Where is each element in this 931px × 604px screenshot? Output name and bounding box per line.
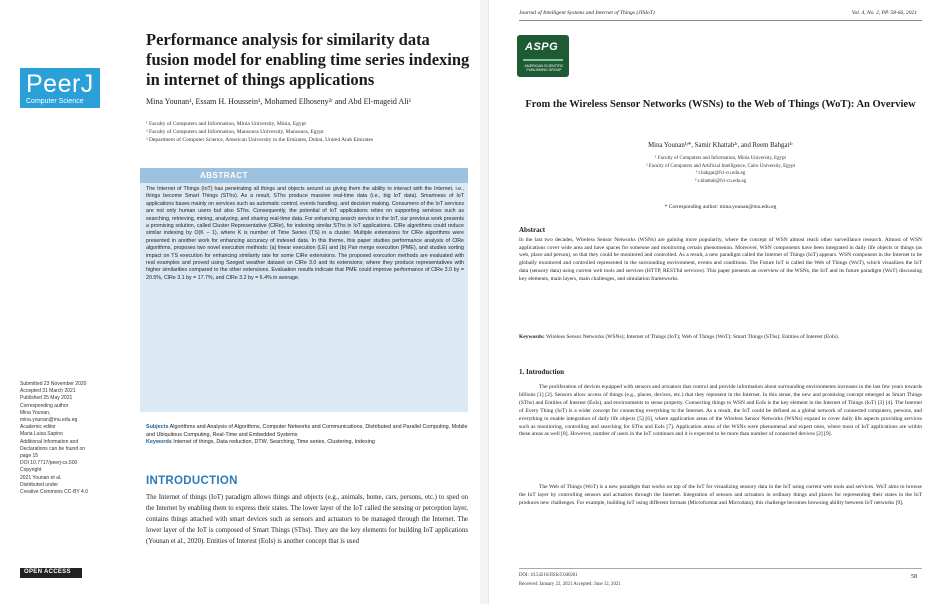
paper-title: Performance analysis for similarity data fusion model for enabling time series indexing in internet of things applications bbox=[146, 30, 470, 89]
subjects-block bbox=[146, 424, 468, 447]
meta-email-link[interactable]: mina.younan@mu.edu.eg bbox=[20, 417, 78, 424]
affiliation-email-link[interactable]: ³ s.khattab@fci-cu.edu.eg bbox=[694, 178, 747, 184]
meta-license-link[interactable]: Creative Commons CC-BY 4.0 bbox=[20, 489, 88, 496]
keywords-label: Keywords bbox=[146, 439, 172, 446]
body-paragraph: The proliferation of devices equipped with sensors and actuators that control and provide information about surrounding environments increases in the last few years towards billions [1] [2]. Sensors allow access of things (e.g., places, devices, etc.) that they represent in the Internet. In this sense, the new and promising concept emerged as Smart Things (SThs) and Entities of Interest (EoIs), and environments to sense property. Connecting things to WSN and EoIs is the key element in the Internet of Things (IoT) [3] [4]. The Internet of Every Thing (IoT) is a wider concept for connecting everything to the Internet. As a result, the IoT could be defined as a global network of connected computers, persons, and everything to enable integration of daily life objects [5] [6], where application areas of the Wireless Sensor Networks (WSNs) expand to cover daily life aspects providing services such as monitoring, controlling and searching for SThs and EoIs [7]. Application areas of the WSNs were phenomenal and expert ones, where most of IoT applications are within these areas as well [8]. However, number of users in the IoT continues and it is expected to be more than number of connected devices [2] [9]. bbox=[519, 384, 922, 438]
paper-title: From the Wireless Sensor Networks (WSNs) to the Web of Things (WoT): An Overview bbox=[525, 99, 916, 110]
introduction-text: The Internet of things (IoT) paradigm allows things and objects (e.g., animals, home, cars, persons, etc.) to sped on the Internet by enabling them to express their states. The lower layer of the IoT called the sensing or perception layer, contains things attached with smart devices such as sensors and actuators to be managed through the Internet. The lower layer of the IoT is composed of Smart Things (SThs). They are the key elements for building IoT applications (Younan et al., 2020). Entities of Interest (EoIs) is another concept that is used bbox=[146, 494, 468, 545]
article-metadata bbox=[20, 381, 138, 496]
page-gutter bbox=[480, 0, 488, 604]
abstract-heading: ABSTRACT bbox=[140, 168, 468, 183]
abstract-box bbox=[140, 168, 468, 412]
meta-line: Distributed under bbox=[20, 481, 59, 488]
peerj-logo bbox=[20, 68, 100, 108]
meta-doi-link[interactable]: DOI 10.7717/peerj-cs.500 bbox=[20, 460, 78, 467]
journal-name: Journal of Intelligent Systems and Internet of Things (JISIoT) bbox=[519, 10, 655, 16]
abstract-text: In the last two decades, Wireless Sensor Networks (WSNs) are gaining more popularity, where the concept of WSN almost reach other surveillance research. Almost of WSN applications cover wide area and have spaces for someone and monitoring certain phenomenon. Moreover, WSN components have been integrated in daily life objects or things (as web, place and person), so that they could be monitored and controlled. As a result, a new paradigm called the Internet of Things (IoT) appears. WSN component in the Internet to be globally monitored and controlled represented in the surrounding environment, events and conditions. The Future IoT is called the Web of Things (WoT), which visualizes the IoT data (sensory data) using current web tools and services (HTTP, RESTful services). This paper presents an overview of the WSNs, the IoT and its future paradigm (WoT) discussing key elements, main layers, main challenges, and simulation frameworks. bbox=[519, 237, 922, 282]
meta-line: Maria Luisa Sapino bbox=[20, 431, 63, 438]
meta-line: Academic editor bbox=[20, 424, 56, 431]
logo-subtitle: Computer Science bbox=[26, 98, 84, 105]
meta-line: Corresponding author bbox=[20, 402, 69, 409]
affiliation-list bbox=[519, 155, 922, 185]
affiliation-item: ² Faculty of Computers and Information, Mansoura University, Mansoura, Egypt bbox=[146, 129, 324, 135]
body-paragraph: The Web of Things (WoT) is a new paradigm that works on top of the IoT for visualizing sensory data in the IoT using current web tools and services. WoT aims to browse the IoT layer by controlling sensors and actuators through the Internet. Integration of sensors and actuators in ordinary things and places for representing their states in the IoT produces new challenges. For example, building IoT using different formats (Microformat and Microdata), this challenge becomes browsing ability between IoT networks [9]. bbox=[519, 484, 922, 506]
section-heading: 1. Introduction bbox=[519, 368, 564, 376]
page-number: 58 bbox=[911, 574, 917, 580]
corresponding-author: * Corresponding author: mina.younan@mu.edu.eg bbox=[664, 204, 777, 210]
abstract-heading: Abstract bbox=[519, 226, 546, 234]
meta-line: Copyright bbox=[20, 467, 42, 474]
footer-doi: DOI: 10.54216/JISIoT.040201 bbox=[519, 573, 578, 578]
author-list: Mina Younan¹, Essam H. Houssein¹, Mohamed Elhoseny²ʳ and Abd El-mageid Ali¹ bbox=[146, 97, 412, 106]
meta-line: Published 25 May 2021 bbox=[20, 395, 73, 402]
keywords-label: Keywords: bbox=[519, 334, 545, 340]
keywords-block bbox=[519, 334, 922, 342]
affiliation-list bbox=[146, 120, 466, 144]
meta-line: Submitted 23 November 2020 bbox=[20, 381, 87, 387]
meta-line: Mina Younan, bbox=[20, 409, 51, 416]
affiliation-item: ³ Department of Computer Science, American University in the Emirates, Dubai, United Arab Emirates bbox=[146, 137, 374, 143]
affiliation-email-link[interactable]: ³ r.bahgat@fci-cu.edu.eg bbox=[695, 171, 746, 177]
aspg-subtitle: AMERICAN SCIENTIFIC PUBLISHING GROUP bbox=[524, 64, 564, 72]
right-page bbox=[488, 0, 931, 604]
subjects-text: Algorithms and Analysis of Algorithms, Computer Networks and Communications, Distributed and Parallel Computing, Mobile and Ubiquitous Computing, Real-Time and Embedded Systems bbox=[146, 424, 468, 438]
header-rule bbox=[519, 20, 922, 21]
open-access-badge: OPEN ACCESS bbox=[20, 568, 82, 578]
affiliation-item: ¹ Faculty of Computers and Information, Minia University, Egypt bbox=[655, 156, 786, 161]
meta-line: page 15 bbox=[20, 453, 39, 460]
author-list: Mina Younan¹ʲ*, Samir Khattab²ʳ, and Reem Bahgat²ʳ bbox=[648, 142, 793, 149]
meta-line: 2021 Younan et al. bbox=[20, 474, 62, 481]
aspg-wordmark: ASPG bbox=[525, 41, 559, 53]
logo-underline bbox=[523, 59, 563, 61]
meta-line: Declarations can be found on bbox=[20, 445, 86, 452]
journal-issue: Vol. 4, No. 2, PP. 58-66, 2021 bbox=[851, 10, 917, 16]
footer-rule bbox=[519, 568, 922, 569]
aspg-logo bbox=[517, 35, 569, 77]
footer-dates: Received: January 22, 2021 Accepted: June 12, 2021 bbox=[519, 582, 621, 587]
subjects-label: Subjects bbox=[146, 424, 169, 430]
keywords-text: Internet of things, Data reduction, DTW, Searching, Time series, Clustering, Indexing bbox=[173, 439, 375, 446]
affiliation-item: ² Faculty of Computers and Artificial Intelligence, Cairo University, Egypt bbox=[645, 163, 796, 169]
meta-line: Additional Information and bbox=[20, 438, 79, 445]
keywords-text: Wireless Sensor Networks (WSNs); Internet of Things (IoT); Web of Things (WoT); Smart Things (SThs); Entities of Interest (EoIs). bbox=[545, 334, 840, 340]
meta-line: Accepted 31 March 2021 bbox=[20, 388, 76, 395]
logo-wordmark: PeerJ bbox=[26, 70, 94, 98]
abstract-text: The Internet of Things (IoT) has penetrating all things and objects around us giving them the ability to interact with the Internet, i.e., things become Smart Things (SThs). As a result, SThs produce massive real-time data (i.e., big IoT data). Smartness of IoT applications bases mainly on services such as automatic control, events handling, and decision making. Consumers of the IoT services are not only human users but also SThs. Consequently, the potential of IoT applications relies on supporting services such as searching, retrieving, mining, analyzing, and sharing real-time data. For enhancing search service in the IoT, our previous work presents a promising solution, called Cluster Representative (ClRe), for indexing similar SThs in IoT applications. ClRe algorithms could reduce similar indexing by O(K − 1), where K is number of Time Series (TS) in a cluster. Multiple extensions for ClRe algorithms were presented in another work for enhancing accuracy of indexed data. In this theme, this paper studies performance analysis of ClRe algorithms, proposes two novel execution methods: (a) linear execution (LE) and (b) Pair merge execution (PME), and studies sorting impact on TS execution for enhancing similarity rate for some ClRe extensions. The proposed execution methods are evaluated with real examples and proved using Szeged weather dataset on ClRe 3.0 and its extensions; where they produce representatives with higher similarities compared to the other extensions. Evaluation results indicate that PME could improve performance of ClRe 3.0 by = 20.5%, ClRe 3.1 by = 17.7%, and ClRe 3.2 by = 6.4% in average. bbox=[146, 186, 464, 281]
affiliation-item: ¹ Faculty of Computers and Information, Minia University, Minia, Egypt bbox=[146, 121, 306, 127]
introduction-heading: INTRODUCTION bbox=[146, 475, 238, 487]
